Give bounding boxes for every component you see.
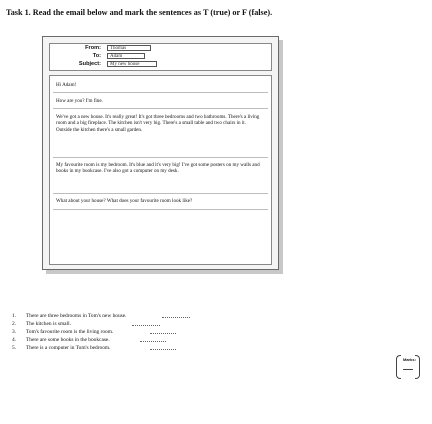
marks-label: Marks: — [403, 357, 416, 362]
email-paragraph-2: We've got a new house. It's really great! It's got three bedrooms and two bathrooms. There's a living room and a big fireplace. The kitchen isn't very big. There's a small table and two chairs in it. Outside the kitchen there's a small garden. — [56, 114, 260, 133]
to-label: To: — [92, 53, 101, 59]
email-paragraph-4: What about your house? What does your favourite room look like? — [56, 198, 193, 204]
statement-4 — [12, 336, 312, 344]
statement-text: There are some books in the bookcase. — [26, 337, 110, 343]
statement-number: 4. — [12, 337, 17, 343]
answer-blank[interactable] — [140, 341, 166, 342]
bracket-right — [415, 355, 420, 379]
email-paragraph-3: My favourite room is my bedroom. It's blue and it's very big! I've got some posters on my walls and books in my bookcase. I've also got a computer on my desk. — [56, 162, 260, 175]
divider — [53, 209, 268, 210]
divider — [53, 193, 268, 194]
statement-5 — [12, 344, 312, 352]
divider — [53, 157, 268, 158]
subject-label: Subject: — [78, 61, 101, 67]
task-title: Task 1. Read the email below and mark the sentences as T (true) or F (false). — [6, 8, 273, 17]
email-body — [49, 75, 272, 265]
subject-field: My new house — [107, 61, 157, 67]
from-field: Thomas — [107, 45, 151, 51]
email-header — [49, 43, 272, 71]
email-paragraph-1: How are you? I'm fine. — [56, 98, 103, 104]
statement-3 — [12, 328, 312, 336]
statement-text: The kitchen is small. — [26, 321, 71, 327]
from-label: From: — [85, 45, 101, 51]
answer-blank[interactable] — [162, 317, 190, 318]
answer-blank[interactable] — [132, 325, 160, 326]
statement-number: 3. — [12, 329, 17, 335]
statement-number: 2. — [12, 321, 17, 327]
statement-text: There is a computer in Tom's bedroom. — [26, 345, 111, 351]
statement-text: Tom's favourite room is the living room. — [26, 329, 114, 335]
statement-1 — [12, 312, 312, 320]
answer-blank[interactable] — [150, 349, 176, 350]
statement-2 — [12, 320, 312, 328]
bracket-left — [396, 355, 401, 379]
divider — [53, 92, 268, 93]
statement-number: 1. — [12, 313, 17, 319]
statement-number: 5. — [12, 345, 17, 351]
marks-score-line[interactable] — [403, 369, 413, 370]
email-window — [42, 36, 279, 270]
to-field: Adam — [107, 53, 145, 59]
email-greeting: Hi Adam! — [56, 82, 77, 88]
statement-text: There are three bedrooms in Tom's new house. — [26, 313, 127, 319]
divider — [53, 108, 268, 109]
marks-box — [396, 355, 420, 379]
answer-blank[interactable] — [150, 333, 176, 334]
